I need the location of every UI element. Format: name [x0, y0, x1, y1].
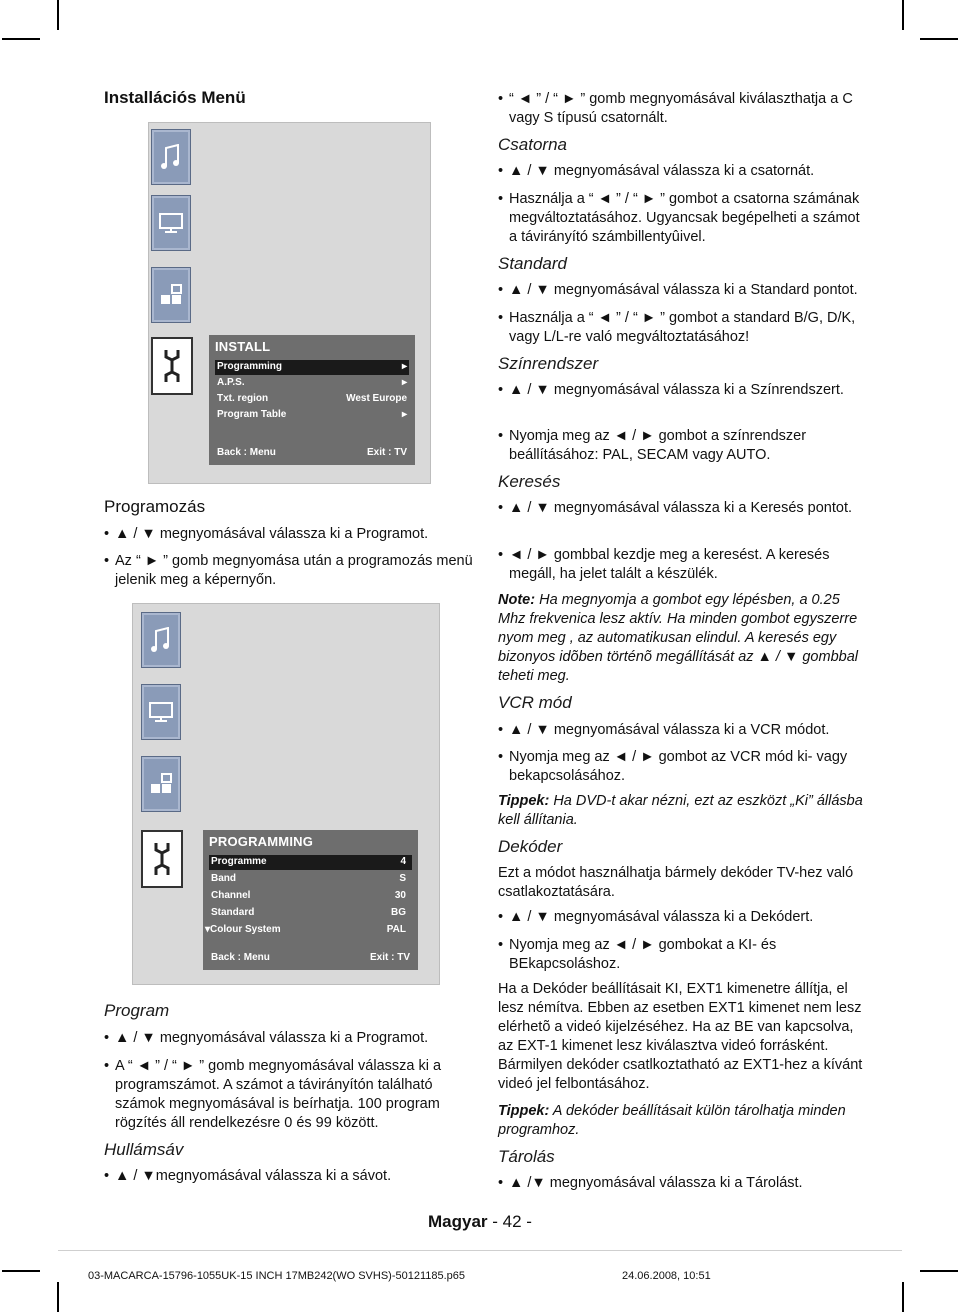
heading-installacios-menu: Installációs Menü [104, 88, 246, 107]
crop-mark [57, 0, 59, 30]
features-icon [141, 756, 181, 812]
heading-dekoder: Dekóder [498, 837, 563, 856]
heading-standard: Standard [498, 254, 567, 273]
menu-title: INSTALL [215, 339, 271, 354]
page-number: - 42 - [492, 1212, 532, 1231]
standard-bullet-2: • Használja a “ ◄ ” / “ ► ” gombot a standard B/G, D/K, vagy L/L-re való megváltoztatásához! [509, 309, 869, 347]
heading-tarolas: Tárolás [498, 1147, 555, 1166]
crop-mark [920, 38, 958, 40]
programozas-bullet-1: • ▲ / ▼ megnyomásával válassza ki a Programot. [115, 525, 475, 544]
dekoder-bullet-2: • Nyomja meg az ◄ / ► gombokat a KI- és BEkapcsoláshoz. [509, 936, 869, 974]
hullamsav-bullet-1: • ▲ / ▼megnyomásával válassza ki a sávot. [115, 1167, 475, 1186]
crop-mark [2, 1270, 40, 1272]
dekoder-paragraph-1: Ezt a módot használhatja bármely dekóder TV-hez való csatlakoztatására. [498, 865, 854, 900]
footer-date: 24.06.2008, 10:51 [622, 1270, 711, 1282]
menu-row-program-table[interactable]: Program Table ▸ [217, 409, 407, 420]
programozas-bullet-2: • Az “ ► ” gomb megnyomása után a programozás menü jelenik meg a képernyőn. [115, 552, 475, 590]
heading-vcr-mod: VCR mód [498, 693, 572, 712]
music-icon [151, 129, 191, 185]
program-bullet-1: • ▲ / ▼ megnyomásával válassza ki a Programot. [115, 1029, 475, 1048]
footer-filename: 03-MACARCA-15796-1055UK-15 INCH 17MB242(WO SVHS)-50121185.p65 [88, 1270, 466, 1282]
install-menu-screenshot [148, 122, 431, 484]
csatorna-bullet-1: • ▲ / ▼ megnyomásával válassza ki a csatornát. [509, 162, 869, 181]
vcr-bullet-1: • ▲ / ▼ megnyomásával válassza ki a VCR módot. [509, 721, 869, 740]
crop-mark [902, 1282, 904, 1312]
page-language: Magyar [428, 1212, 488, 1231]
features-icon [151, 267, 191, 323]
menu-row-band[interactable]: Band S [211, 873, 406, 884]
right-top-bullet: • “ ◄ ” / “ ► ” gomb megnyomásával kiválaszthatja a C vagy S típusú csatornált. [509, 90, 869, 128]
heading-programozas: Programozás [104, 497, 206, 516]
menu-row-standard[interactable]: Standard BG [211, 907, 406, 918]
picture-icon [141, 684, 181, 740]
programming-menu: PROGRAMMING Programme 4 Band S Channel 30 Standard BG ▾Colour System PAL Back : Menu Exit : TV [203, 830, 418, 970]
dekoder-bullet-1: • ▲ / ▼ megnyomásával válassza ki a Dekódert. [509, 908, 869, 927]
szinrendszer-bullet-2: • Nyomja meg az ◄ / ► gombot a színrendszer beállításához: PAL, SECAM vagy AUTO. [509, 427, 869, 465]
tarolas-bullet-1: • ▲ /▼ megnyomásával válassza ki a Tárolást. [509, 1174, 869, 1193]
program-bullet-2: • A “ ◄ ” / “ ► ” gomb megnyomásával válassza ki a programszámot. A számot a távirányítón található számok megnyomásával is beírhatja. 100 program rögzítés áll rendelkezésre 0 és 99 között. [115, 1057, 475, 1133]
picture-icon [151, 195, 191, 251]
heading-kereses: Keresés [498, 472, 561, 491]
heading-program: Program [104, 1001, 170, 1020]
menu-row-colour-system[interactable]: ▾Colour System PAL [205, 924, 406, 935]
menu-row-programming[interactable]: Programming ▸ [215, 360, 409, 375]
heading-hullamsav: Hullámsáv [104, 1140, 184, 1159]
crop-mark [902, 0, 904, 30]
install-menu: INSTALL Programming ▸ A.P.S. ▸ Txt. region West Europe Program Table ▸ Back : Menu Exit : TV [209, 335, 415, 465]
wrench-icon [141, 830, 183, 888]
footer-rule [58, 1250, 902, 1251]
tip-paragraph-1: Tippek: Ha DVD-t akar nézni, ezt az eszközt „Ki” állásba kell állítania. [498, 793, 863, 828]
programming-menu-screenshot [132, 603, 440, 985]
crop-mark [2, 38, 40, 40]
page-footer [428, 1212, 532, 1232]
menu-row-aps[interactable]: A.P.S. ▸ [217, 377, 407, 388]
menu-row-channel[interactable]: Channel 30 [211, 890, 406, 901]
kereses-bullet-2: • ◄ / ► gombbal kezdje meg a keresést. A keresés megáll, ha jelet talált a készülék. [509, 546, 869, 584]
tip-paragraph-2: Tippek: A dekóder beállításait külön tárolhatja minden programhoz. [498, 1103, 846, 1138]
crop-mark [57, 1282, 59, 1312]
heading-csatorna: Csatorna [498, 135, 567, 154]
csatorna-bullet-2: • Használja a “ ◄ ” / “ ► ” gombot a csatorna számának megváltoztatásához. Ugyancsak begépelheti a számot a távirányító számbillentyûivel. [509, 190, 869, 247]
menu-row-txt-region[interactable]: Txt. region West Europe [217, 393, 407, 404]
menu-title: PROGRAMMING [209, 834, 314, 849]
szinrendszer-bullet-1: • ▲ / ▼ megnyomásával válassza ki a Színrendszert. [509, 381, 869, 400]
crop-mark [920, 1270, 958, 1272]
menu-row-programme[interactable]: Programme 4 [209, 855, 412, 870]
vcr-bullet-2: • Nyomja meg az ◄ / ► gombot az VCR mód ki- vagy bekapcsolásához. [509, 748, 869, 786]
note-paragraph: Note: Ha megnyomja a gombot egy lépésben, a 0.25 Mhz frekvenica lesz aktív. Ha minden gombot egyszerre nyom meg , az automatikusan elindul. A keresés egy bizonyos idõben történõ megállítását az ▲ / ▼ gombbal teheti meg. [498, 592, 858, 684]
heading-szinrendszer: Színrendszer [498, 354, 599, 373]
standard-bullet-1: • ▲ / ▼ megnyomásával válassza ki a Standard pontot. [509, 281, 869, 300]
wrench-icon [151, 337, 193, 395]
music-icon [141, 612, 181, 668]
dekoder-paragraph-2: Ha a Dekóder beállításait KI, EXT1 kimenetre állítja, el lesz némítva. Ebben az esetben EXT1 kimenet nem lesz elérhetõ a videó kijelzéséhez. Ha az BE van kapcsolva, az EXT-1 kimenet lesz kiválasztva videó forrásként. Bármilyen dekóder csatlkoztatható az EXT1-hez a kívánt videó jel felbontásához. [498, 981, 863, 1092]
kereses-bullet-1: • ▲ / ▼ megnyomásával válassza ki a Keresés pontot. [509, 499, 869, 518]
